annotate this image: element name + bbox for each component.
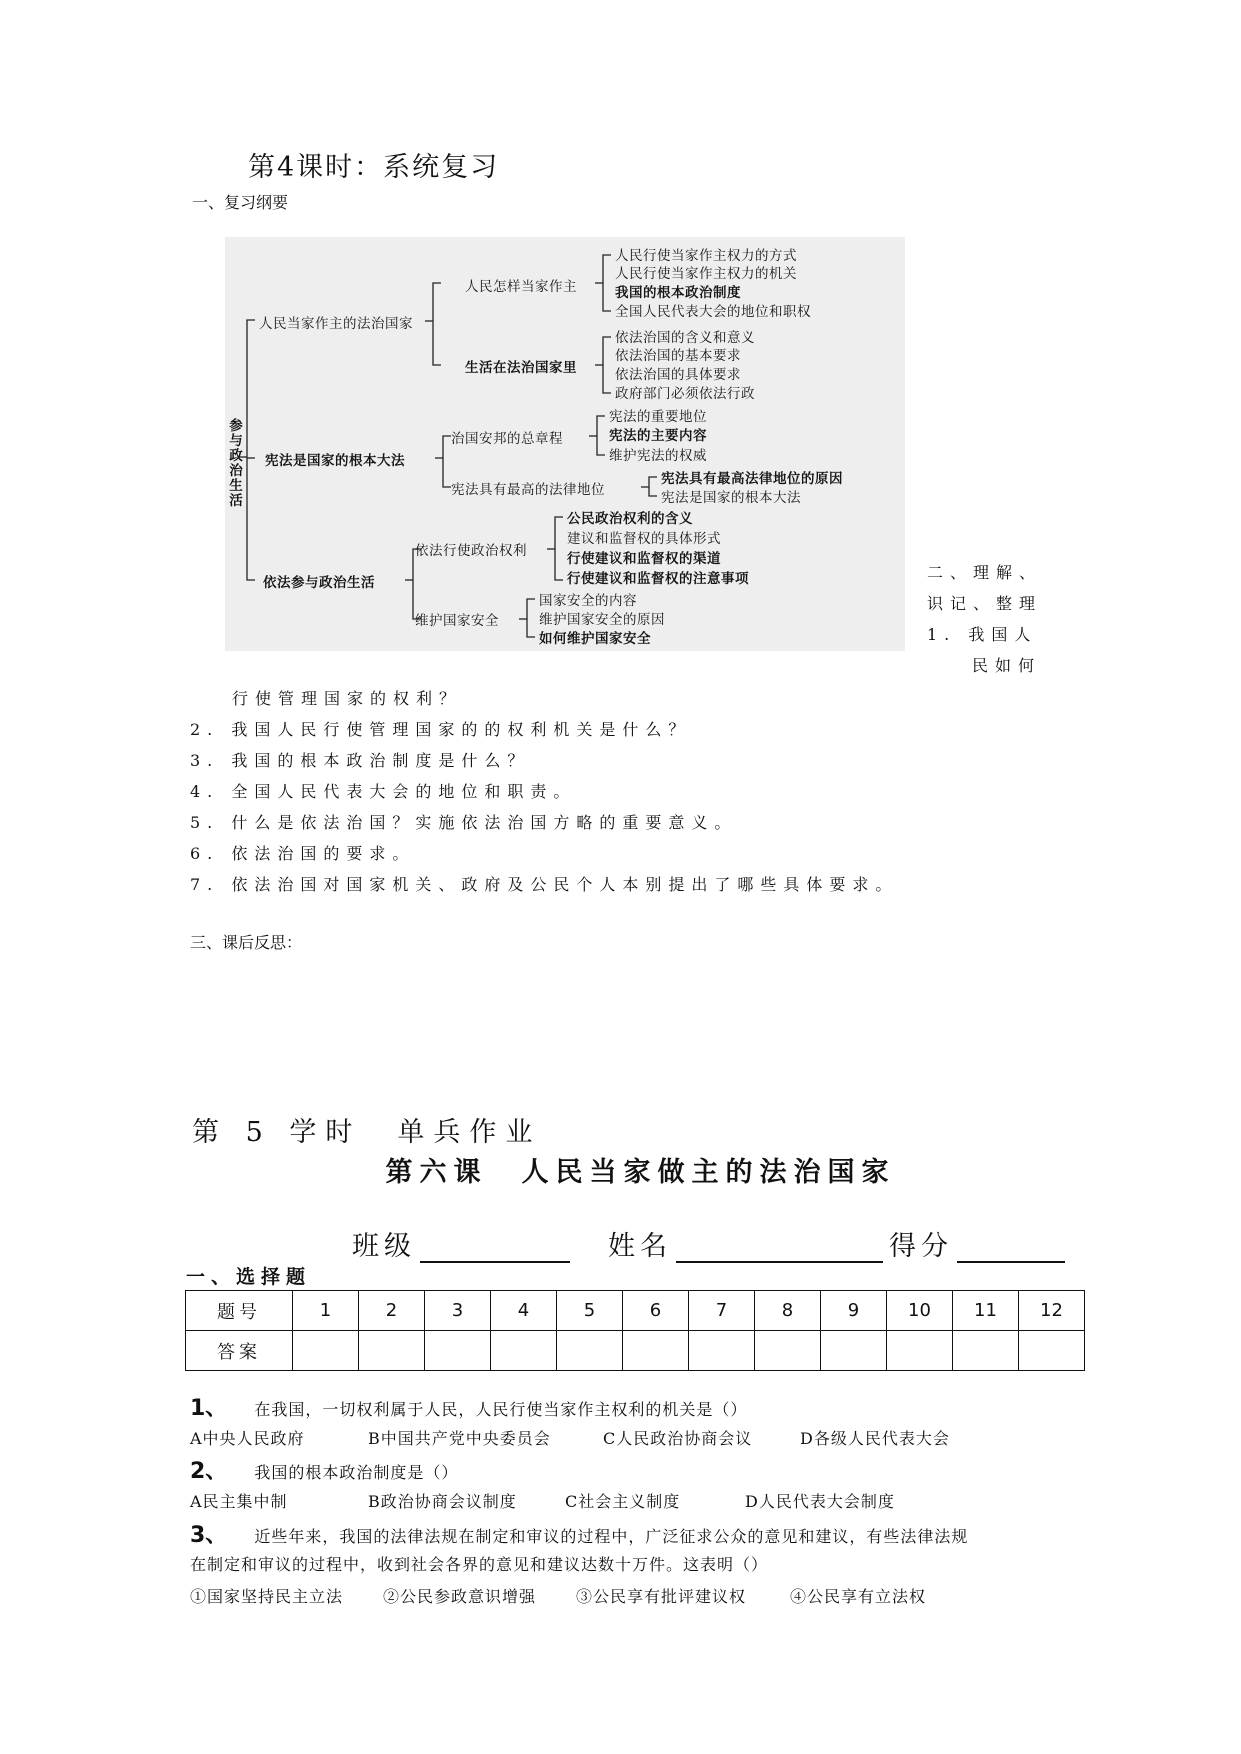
diagram-node-b2: 宪法具有最高的法律地位 [451,482,605,498]
diagram-node-c1: 依法行使政治权利 [415,543,527,559]
question-number-cell: 12 [1019,1291,1085,1331]
question-number-cell: 11 [953,1291,1019,1331]
answer-cell[interactable] [491,1331,557,1371]
section-understand-line: 识记、整理 [927,594,1043,613]
diagram-item: 人民行使当家作主权力的机关 [615,266,797,282]
review-question: 6. 依法治国的要求。 [190,844,416,863]
question-number-cell: 7 [689,1291,755,1331]
question-number-cell: 4 [491,1291,557,1331]
diagram-item: 人民行使当家作主权力的方式 [615,248,797,264]
section-reflection-heading: 三、课后反思： [190,933,303,952]
diagram-item: 建议和监督权的具体形式 [567,531,721,547]
answer-cell[interactable] [689,1331,755,1371]
answer-cell[interactable] [755,1331,821,1371]
review-question: 3. 我国的根本政治制度是什么？ [190,751,531,770]
question-number-cell: 10 [887,1291,953,1331]
option: ②公民参政意识增强 [383,1587,537,1606]
diagram-item: 维护宪法的权威 [609,448,707,464]
lesson5-subtitle: 第六课 人民当家做主的法治国家 [385,1157,896,1188]
answer-cell[interactable] [425,1331,491,1371]
question-number: 1、 [190,1396,228,1421]
option: B中国共产党中央委员会 [368,1429,551,1448]
option: C人民政治协商会议 [603,1429,753,1448]
question-number: 3、 [190,1523,228,1548]
section-understand-line: 民如何 [972,656,1042,675]
answer-cell[interactable] [1019,1331,1085,1371]
question-number-cell: 3 [425,1291,491,1331]
answer-cell[interactable] [557,1331,623,1371]
answer-table [185,1290,1085,1371]
answer-cell[interactable] [293,1331,359,1371]
answer-cell[interactable] [359,1331,425,1371]
diagram-item: 宪法具有最高法律地位的原因 [661,471,843,487]
option: C社会主义制度 [565,1492,681,1511]
option: D各级人民代表大会 [800,1429,950,1448]
outline-diagram [225,237,905,651]
diagram-node-c: 依法参与政治生活 [263,575,375,591]
diagram-node-b: 宪法是国家的根本大法 [265,453,405,469]
answer-cell[interactable] [887,1331,953,1371]
section-outline-heading: 一、复习纲要 [192,193,289,212]
question-number-cell: 8 [755,1291,821,1331]
diagram-item: 依法治国的基本要求 [615,348,741,364]
answer-cell[interactable] [623,1331,689,1371]
question-text-continued: 在制定和审议的过程中，收到社会各界的意见和建议达数十万件。这表明（） [190,1555,769,1574]
diagram-item: 公民政治权利的含义 [567,511,693,527]
diagram-item: 政府部门必须依法行政 [615,386,755,402]
mc-question-3 [190,1518,968,1549]
table-row [186,1331,1085,1371]
option: A中央人民政府 [190,1429,305,1448]
option: ④公民享有立法权 [790,1587,927,1606]
answer-cell[interactable] [821,1331,887,1371]
diagram-item: 宪法的主要内容 [609,428,707,444]
question-number: 2、 [190,1459,228,1484]
diagram-item: 国家安全的内容 [539,593,637,609]
section-understand-line: 二、理解、 [927,563,1043,582]
review-question: 4. 全国人民代表大会的地位和职责。 [190,782,577,801]
mc-question-2 [190,1454,458,1485]
review-question: 5. 什么是依法治国？实施依法治国方略的重要意义。 [190,813,738,832]
student-info-row [352,1224,1065,1263]
diagram-item: 依法治国的含义和意义 [615,330,755,346]
section-choice-heading: 一、选择题 [186,1266,312,1288]
score-label: 得分 [889,1231,953,1262]
name-label: 姓名 [608,1231,672,1262]
table-header-cell: 答案 [186,1331,293,1371]
section-understand-line: 1. 我国人 [927,625,1038,644]
diagram-item: 宪法是国家的根本大法 [661,490,801,506]
table-row [186,1291,1085,1331]
lesson4-title: 第4课时：系统复习 [248,152,500,183]
question-number-cell: 2 [359,1291,425,1331]
diagram-item: 如何维护国家安全 [539,631,651,647]
question-number-cell: 6 [623,1291,689,1331]
class-field[interactable] [420,1233,570,1263]
diagram-node-a2: 生活在法治国家里 [465,360,577,376]
option: ③公民享有批评建议权 [576,1587,747,1606]
diagram-root-label: 参与政治生活 [229,418,243,509]
diagram-item: 行使建议和监督权的渠道 [567,551,721,567]
mc-question-1 [190,1391,747,1422]
question-text: 我国的根本政治制度是（） [254,1463,459,1482]
question-number-cell: 1 [293,1291,359,1331]
review-question: 2. 我国人民行使管理国家的的权利机关是什么？ [190,720,692,739]
diagram-item: 宪法的重要地位 [609,409,707,425]
question-text: 在我国，一切权利属于人民，人民行使当家作主权利的机关是（） [254,1400,748,1419]
diagram-item: 行使建议和监督权的注意事项 [567,571,749,587]
question-number-cell: 9 [821,1291,887,1331]
option: A民主集中制 [190,1492,288,1511]
option: ①国家坚持民主立法 [190,1587,344,1606]
diagram-node-a: 人民当家作主的法治国家 [259,316,413,332]
diagram-item: 依法治国的具体要求 [615,367,741,383]
answer-cell[interactable] [953,1331,1019,1371]
table-header-cell: 题号 [186,1291,293,1331]
name-field[interactable] [676,1233,883,1263]
question-number-cell: 5 [557,1291,623,1331]
question-text: 近些年来，我国的法律法规在制定和审议的过程中，广泛征求公众的意见和建议，有些法律法规 [254,1527,969,1546]
score-field[interactable] [957,1233,1065,1263]
diagram-node-c2: 维护国家安全 [415,613,499,629]
diagram-item: 维护国家安全的原因 [539,612,665,628]
question-1-continued: 行使管理国家的权利？ [232,689,463,708]
diagram-node-b1: 治国安邦的总章程 [451,431,563,447]
review-question: 7. 依法治国对国家机关、政府及公民个人本别提出了哪些具体要求。 [190,875,899,894]
lesson5-title: 第 5 学时 单兵作业 [192,1117,542,1148]
class-label: 班级 [352,1231,416,1262]
diagram-node-a1: 人民怎样当家作主 [465,279,577,295]
diagram-item: 我国的根本政治制度 [615,285,741,301]
option: B政治协商会议制度 [368,1492,517,1511]
option: D人民代表大会制度 [745,1492,895,1511]
diagram-item: 全国人民代表大会的地位和职权 [615,304,811,320]
